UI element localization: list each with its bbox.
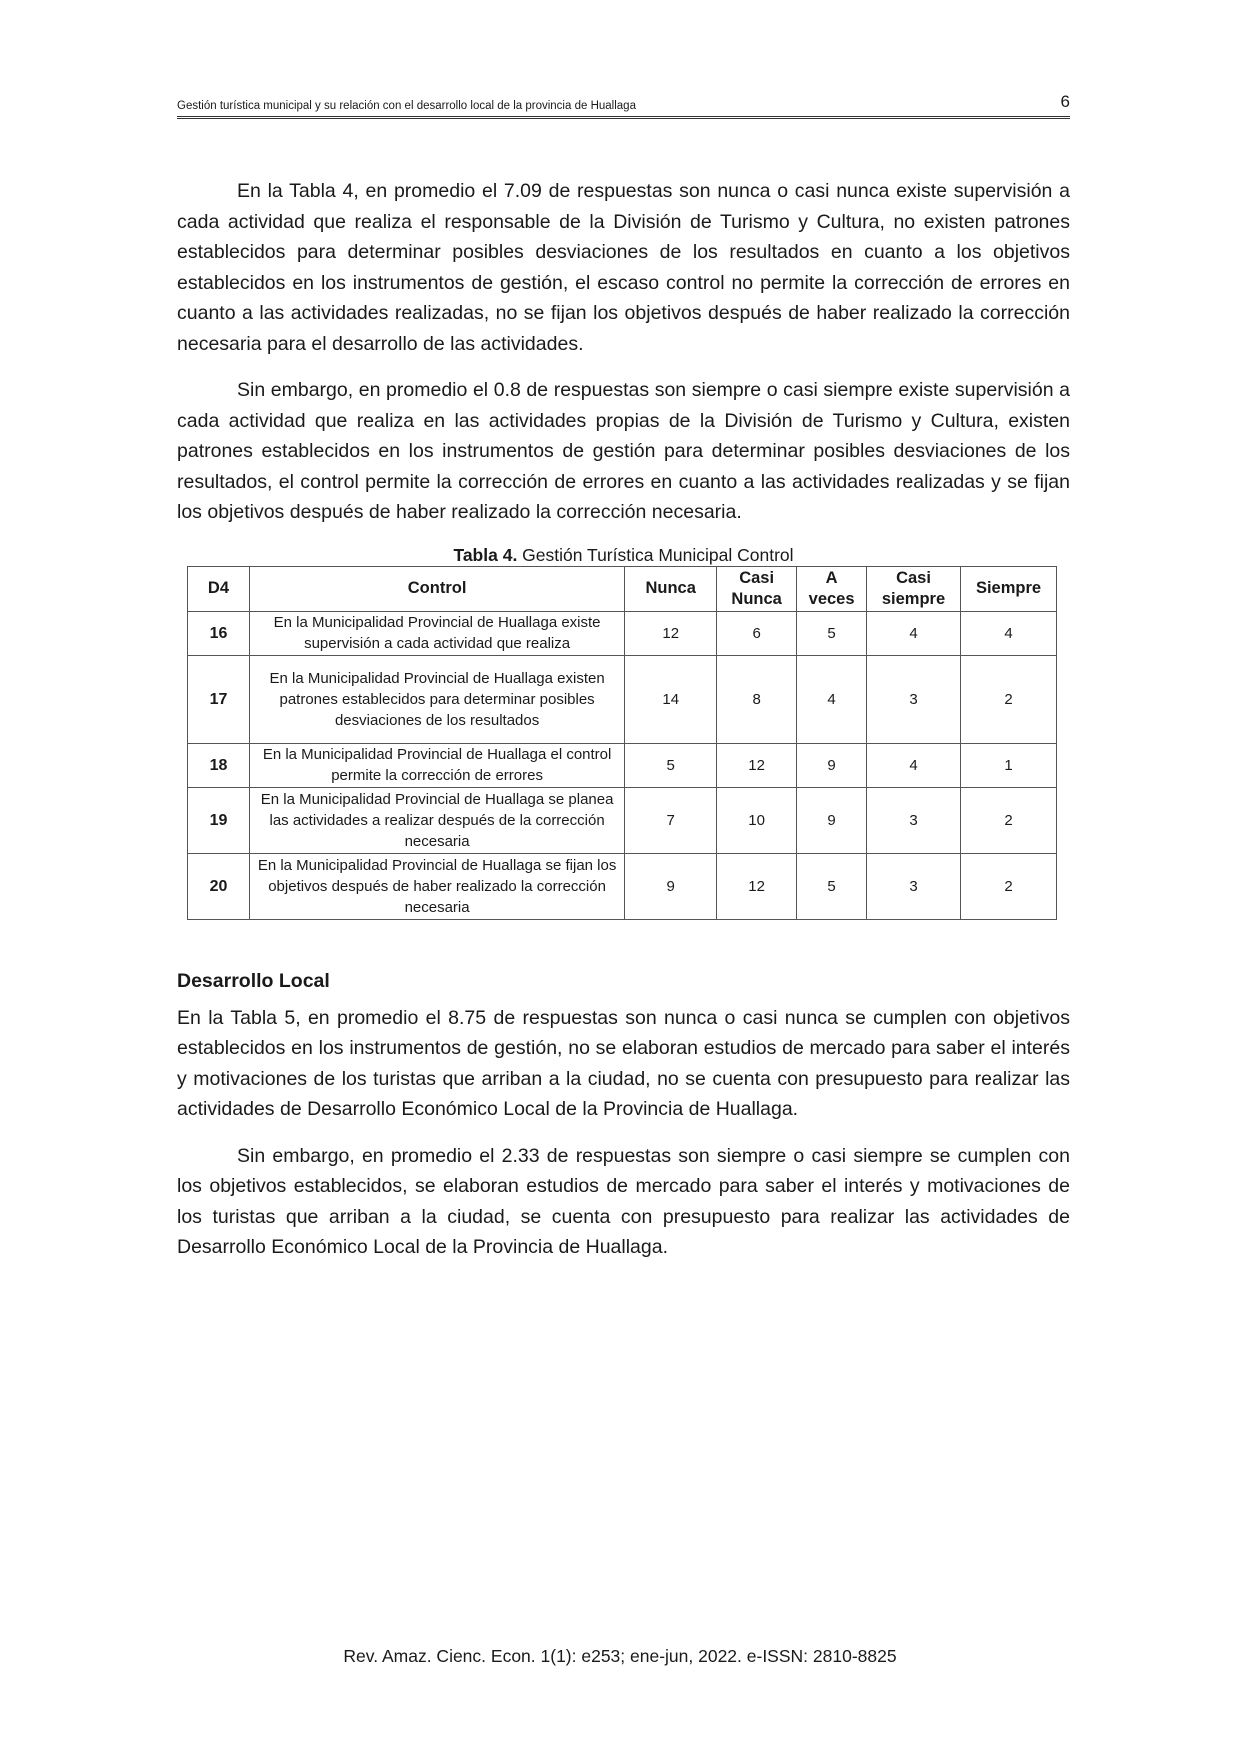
header-cell-siempre: Siempre (961, 566, 1057, 611)
section-heading-desarrollo-local: Desarrollo Local (177, 969, 330, 992)
cell-siempre: 2 (961, 655, 1057, 743)
cell-nunca: 14 (625, 655, 717, 743)
table-caption-text: Gestión Turística Municipal Control (517, 544, 794, 565)
cell-nunca: 9 (625, 853, 717, 919)
row-id: 18 (188, 743, 250, 787)
row-description: En la Municipalidad Provincial de Huallaga existe supervisión a cada actividad que realiza (249, 611, 624, 655)
cell-siempre: 4 (961, 611, 1057, 655)
paragraph-tabla4-siempre: Sin embargo, en promedio el 0.8 de respuestas son siempre o casi siempre existe supervisión a cada actividad que realiza en las actividades propias de la División de Turismo y Cultura, existen patrones establecidos en los instrumentos de gestión para determinar posibles desviaciones de los resultados, el control permite la corrección de errores en cuanto a las actividades realizadas y se fijan los objetivos después de haber realizado la corrección necesaria. (177, 379, 1070, 523)
cell-nunca: 12 (625, 611, 717, 655)
cell-casi-nunca: 12 (717, 743, 797, 787)
header-cell-control: Control (249, 566, 624, 611)
header-cell-nunca: Nunca (625, 566, 717, 611)
cell-casi-nunca: 8 (717, 655, 797, 743)
row-description: En la Municipalidad Provincial de Huallaga se planea las actividades a realizar después de la corrección necesaria (249, 787, 624, 853)
cell-siempre: 1 (961, 743, 1057, 787)
cell-casi-siempre: 3 (867, 853, 961, 919)
cell-casi-siempre: 3 (867, 787, 961, 853)
row-description: En la Municipalidad Provincial de Huallaga se fijan los objetivos después de haber realizado la corrección necesaria (249, 853, 624, 919)
header-cell-casi-siempre: Casi siempre (867, 566, 961, 611)
table-row (188, 787, 1057, 853)
cell-casi-siempre: 4 (867, 743, 961, 787)
body-content (177, 176, 1070, 1279)
cell-siempre: 2 (961, 853, 1057, 919)
cell-nunca: 5 (625, 743, 717, 787)
table-row (188, 853, 1057, 919)
paragraph-tabla5-nunca: En la Tabla 5, en promedio el 8.75 de respuestas son nunca o casi nunca se cumplen con objetivos establecidos en los instrumentos de gestión, no se elaboran estudios de mercado para saber el interés y motivaciones de los turistas que arriban a la ciudad, no se cuenta con presupuesto para realizar las actividades de Desarrollo Económico Local de la Provincia de Huallaga. (177, 1006, 1070, 1120)
cell-a-veces: 4 (797, 655, 867, 743)
header-cell-casi-nunca: Casi Nunca (717, 566, 797, 611)
cell-a-veces: 9 (797, 743, 867, 787)
cell-a-veces: 5 (797, 611, 867, 655)
row-id: 20 (188, 853, 250, 919)
paragraph-tabla4-nunca: En la Tabla 4, en promedio el 7.09 de respuestas son nunca o casi nunca existe supervisión a cada actividad que realiza el responsable de la División de Turismo y Cultura, no existen patrones establecidos para determinar posibles desviaciones de los resultados en cuanto a los objetivos establecidos en los instrumentos de gestión, el escaso control no permite la corrección de errores en cuanto a las actividades realizadas, no se fijan los objetivos después de haber realizado la corrección necesaria para el desarrollo de las actividades. (177, 180, 1070, 355)
cell-casi-nunca: 12 (717, 853, 797, 919)
row-description: En la Municipalidad Provincial de Huallaga existen patrones establecidos para determinar posibles desviaciones de los resultados (249, 655, 624, 743)
running-title: Gestión turística municipal y su relación con el desarrollo local de la provincia de Huallaga (177, 100, 636, 112)
control-table (187, 566, 1057, 920)
table-row (188, 611, 1057, 655)
footer-citation: Rev. Amaz. Cienc. Econ. 1(1): e253; ene-jun, 2022. e-ISSN: 2810-8825 (343, 1646, 897, 1666)
table-caption-label: Tabla 4. (453, 544, 518, 565)
table-header-row (188, 566, 1057, 611)
cell-a-veces: 5 (797, 853, 867, 919)
cell-nunca: 7 (625, 787, 717, 853)
row-description: En la Municipalidad Provincial de Huallaga el control permite la corrección de errores (249, 743, 624, 787)
table-row (188, 743, 1057, 787)
running-header (177, 92, 1070, 119)
page-number: 6 (1060, 92, 1070, 111)
cell-siempre: 2 (961, 787, 1057, 853)
row-id: 16 (188, 611, 250, 655)
table-caption (177, 544, 1070, 566)
cell-casi-nunca: 6 (717, 611, 797, 655)
cell-a-veces: 9 (797, 787, 867, 853)
paragraph-tabla5-siempre: Sin embargo, en promedio el 2.33 de respuestas son siempre o casi siempre se cumplen con los objetivos establecidos, se elaboran estudios de mercado para saber el interés y motivaciones de los turistas que arriban a la ciudad, se cuenta con presupuesto para realizar las actividades de Desarrollo Económico Local de la Provincia de Huallaga. (177, 1144, 1070, 1258)
header-cell-d4: D4 (188, 566, 250, 611)
cell-casi-nunca: 10 (717, 787, 797, 853)
cell-casi-siempre: 3 (867, 655, 961, 743)
cell-casi-siempre: 4 (867, 611, 961, 655)
header-cell-a-veces: A veces (797, 566, 867, 611)
row-id: 17 (188, 655, 250, 743)
table-row (188, 655, 1057, 743)
row-id: 19 (188, 787, 250, 853)
